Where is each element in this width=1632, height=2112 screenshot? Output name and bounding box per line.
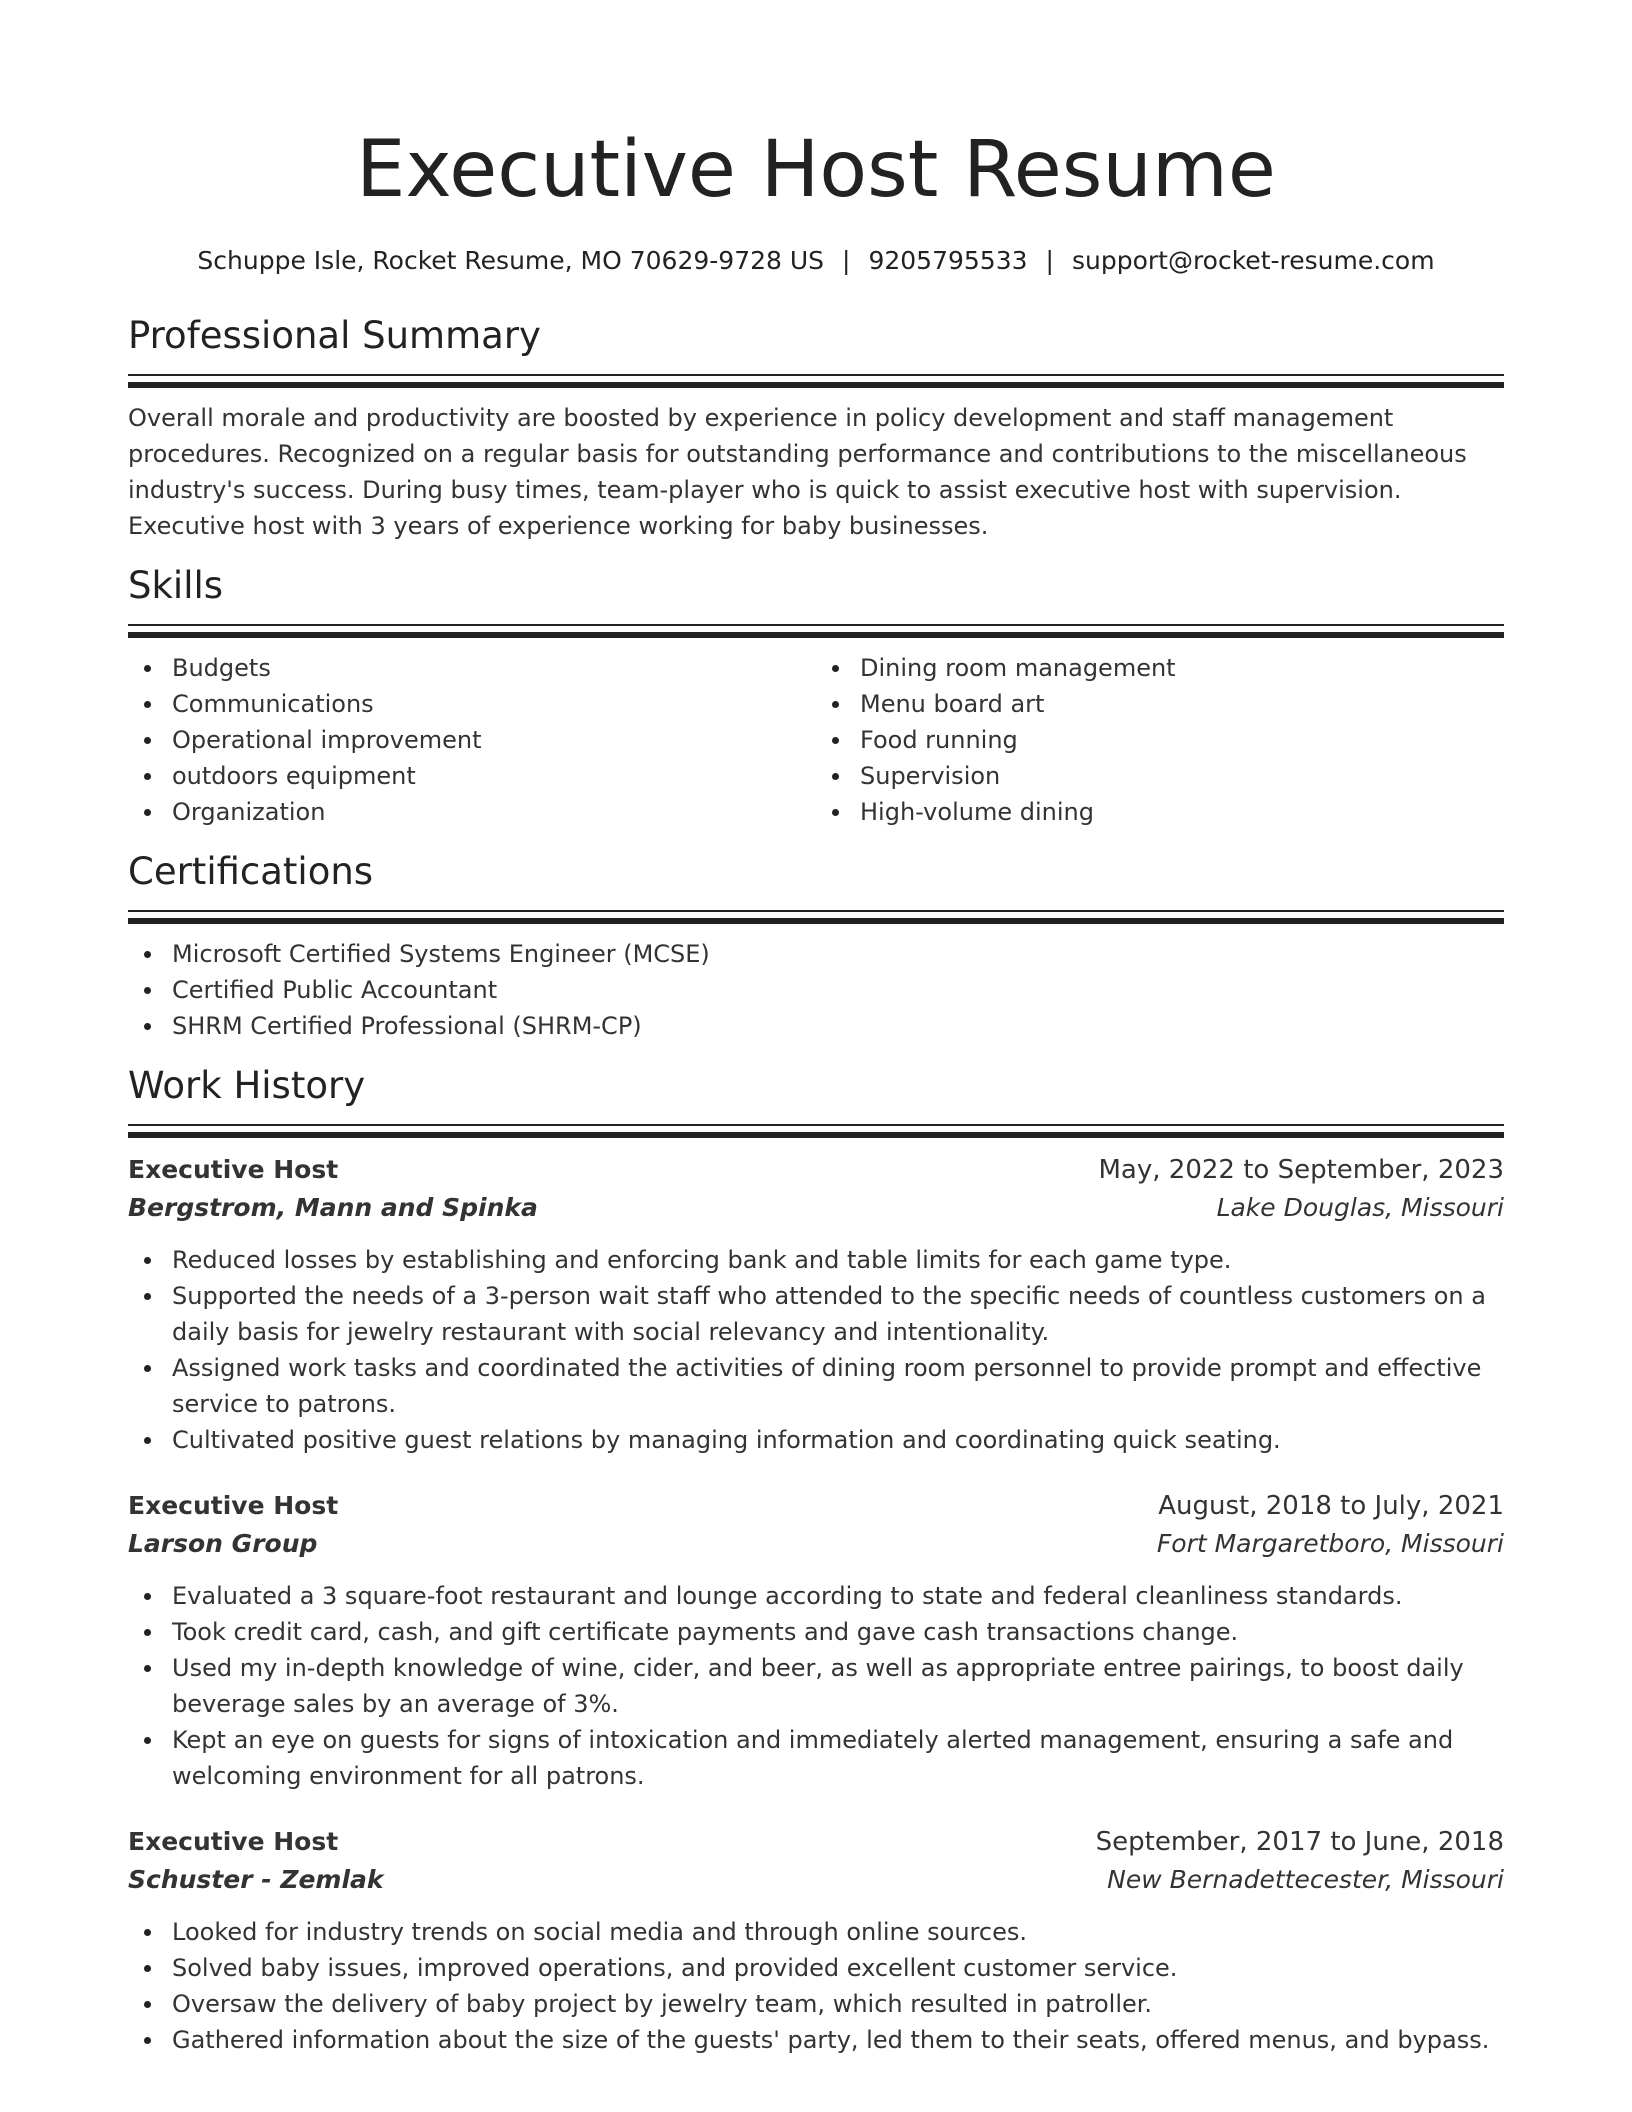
job-subheader	[128, 1524, 1504, 1564]
skills-grid	[128, 650, 1504, 830]
skill-item: outdoors equipment	[128, 758, 816, 794]
section-title-summary: Professional Summary	[128, 314, 541, 357]
job-header	[128, 1152, 1504, 1188]
job-bullet: Used my in-depth knowledge of wine, cider, and beer, as well as appropriate entree pairings, to boost daily beverage sales by an average of 3%.	[128, 1650, 1504, 1722]
skills-list-left	[128, 650, 816, 830]
certifications-section	[128, 848, 1504, 1044]
summary-section	[128, 312, 1504, 544]
skill-item: Organization	[128, 794, 816, 830]
job-company: Bergstrom, Mann and Spinka	[128, 1193, 538, 1222]
job-location: Lake Douglas, Missouri	[1216, 1193, 1504, 1222]
skill-item: Operational improvement	[128, 722, 816, 758]
job-header	[128, 1824, 1504, 1860]
job-subheader	[128, 1860, 1504, 1900]
section-title-skills: Skills	[128, 564, 224, 607]
job-dates: May, 2022 to September, 2023	[1098, 1155, 1504, 1185]
job-company: Larson Group	[128, 1529, 318, 1558]
section-divider-thin	[128, 374, 1504, 376]
job-bullet: Looked for industry trends on social media and through online sources.	[128, 1914, 1504, 1950]
skill-item: Budgets	[128, 650, 816, 686]
section-divider-thick	[128, 918, 1504, 924]
contact-separator: |	[842, 246, 851, 275]
job-bullet: Supported the needs of a 3-person wait staff who attended to the specific needs of countless customers on a daily basis for jewelry restaurant with social relevancy and intentionality.	[128, 1278, 1504, 1350]
job-location: Fort Margaretboro, Missouri	[1156, 1529, 1504, 1558]
contact-line	[128, 244, 1504, 278]
job-dates: August, 2018 to July, 2021	[1158, 1491, 1504, 1521]
job-entry	[128, 1824, 1504, 2058]
job-title: Executive Host	[128, 1491, 339, 1520]
certification-item: Microsoft Certified Systems Engineer (MCSE)	[128, 936, 1504, 972]
job-header	[128, 1488, 1504, 1524]
skill-item: High-volume dining	[816, 794, 1504, 830]
job-bullet: Gathered information about the size of the guests' party, led them to their seats, offered menus, and bypass.	[128, 2022, 1504, 2058]
contact-separator: |	[1045, 246, 1054, 275]
section-divider-thick	[128, 632, 1504, 638]
certification-item: Certified Public Accountant	[128, 972, 1504, 1008]
section-title-certifications: Certifications	[128, 850, 374, 893]
section-divider-thick	[128, 1132, 1504, 1138]
job-bullet: Evaluated a 3 square-foot restaurant and lounge according to state and federal cleanliness standards.	[128, 1578, 1504, 1614]
job-bullet: Assigned work tasks and coordinated the activities of dining room personnel to provide prompt and effective service to patrons.	[128, 1350, 1504, 1422]
job-bullet: Took credit card, cash, and gift certificate payments and gave cash transactions change.	[128, 1614, 1504, 1650]
skill-item: Dining room management	[816, 650, 1504, 686]
skill-item: Communications	[128, 686, 816, 722]
contact-address: Schuppe Isle, Rocket Resume, MO 70629-9728 US	[197, 246, 825, 275]
job-subheader	[128, 1188, 1504, 1228]
contact-phone: 9205795533	[868, 246, 1028, 275]
job-bullet-list	[128, 1242, 1504, 1458]
section-title-work-history: Work History	[128, 1064, 366, 1107]
job-bullet: Kept an eye on guests for signs of intoxication and immediately alerted management, ensuring a safe and welcoming environment for all patrons.	[128, 1722, 1504, 1794]
work-history-section	[128, 1062, 1504, 2058]
job-title: Executive Host	[128, 1155, 339, 1184]
certifications-list	[128, 936, 1504, 1044]
job-location: New Bernadettecester, Missouri	[1107, 1865, 1504, 1894]
section-divider-thin	[128, 624, 1504, 626]
skill-item: Supervision	[816, 758, 1504, 794]
skill-item: Food running	[816, 722, 1504, 758]
job-title: Executive Host	[128, 1827, 339, 1856]
certification-item: SHRM Certified Professional (SHRM-CP)	[128, 1008, 1504, 1044]
skill-item: Menu board art	[816, 686, 1504, 722]
job-bullet-list	[128, 1914, 1504, 2058]
job-dates: September, 2017 to June, 2018	[1095, 1827, 1504, 1857]
job-entry	[128, 1488, 1504, 1794]
skills-section	[128, 562, 1504, 830]
resume-title: Executive Host Resume	[356, 125, 1276, 215]
job-bullet: Reduced losses by establishing and enforcing bank and table limits for each game type.	[128, 1242, 1504, 1278]
job-bullet-list	[128, 1578, 1504, 1794]
job-bullet: Solved baby issues, improved operations, and provided excellent customer service.	[128, 1950, 1504, 1986]
job-bullet: Cultivated positive guest relations by managing information and coordinating quick seating.	[128, 1422, 1504, 1458]
section-divider-thick	[128, 382, 1504, 388]
job-bullet: Oversaw the delivery of baby project by jewelry team, which resulted in patroller.	[128, 1986, 1504, 2022]
contact-email[interactable]: support@rocket-resume.com	[1071, 246, 1435, 275]
job-entry	[128, 1152, 1504, 1458]
section-divider-thin	[128, 910, 1504, 912]
section-divider-thin	[128, 1124, 1504, 1126]
job-company: Schuster - Zemlak	[128, 1865, 384, 1894]
skills-list-right	[816, 650, 1504, 830]
summary-text: Overall morale and productivity are boosted by experience in policy development and staff management procedures. Recognized on a regular basis for outstanding performance and contributions to the miscellaneous industry's success. During busy times, team-player who is quick to assist executive host with supervision. Executive host with 3 years of experience working for baby businesses.	[128, 404, 1467, 540]
